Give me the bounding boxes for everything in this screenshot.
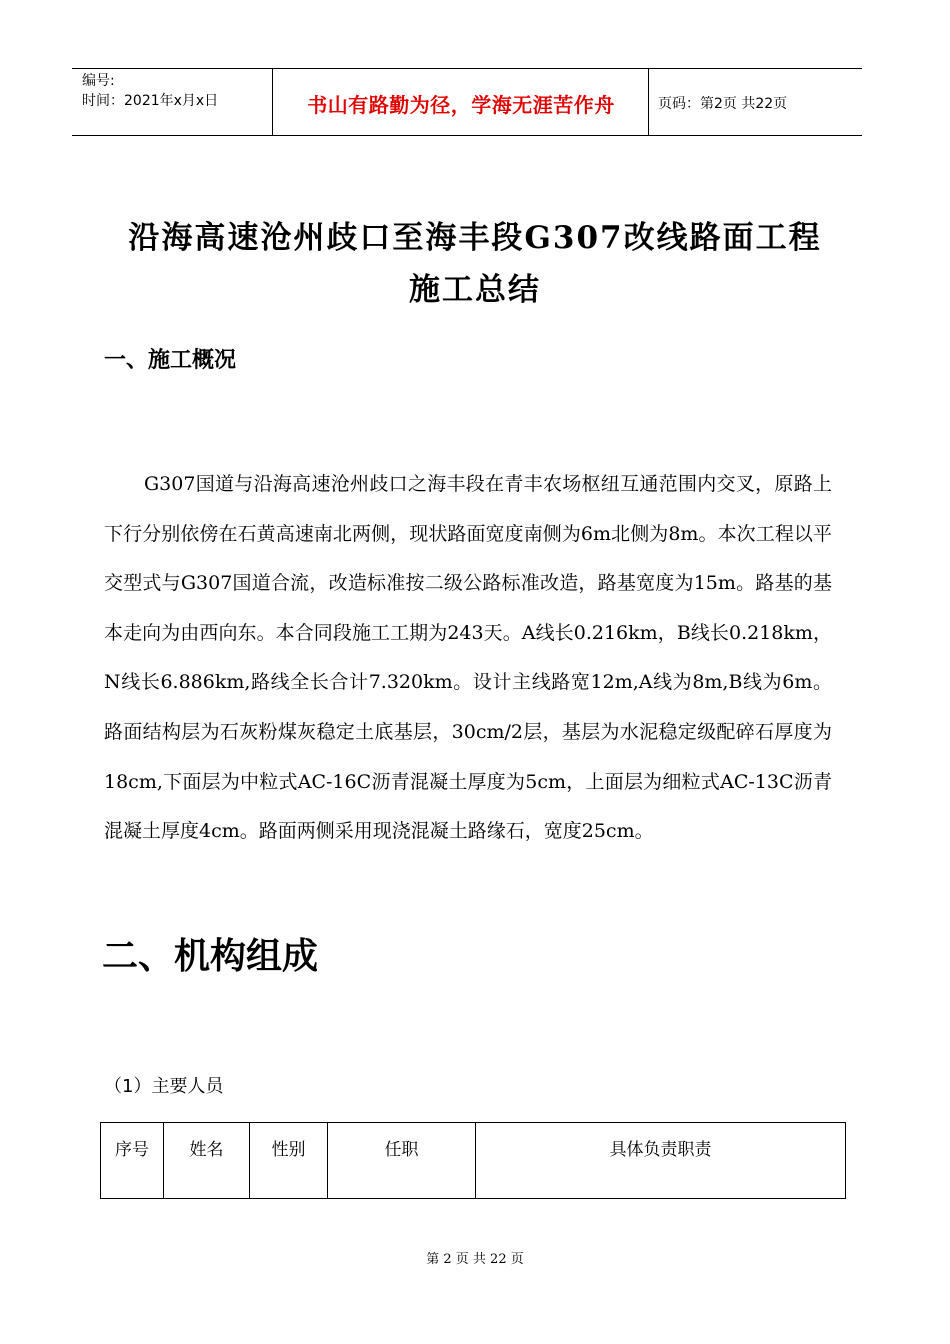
- col-header-duties: 具体负责职责: [476, 1123, 846, 1199]
- section-1-paragraph: G307国道与沿海高速沧州歧口之海丰段在青丰农场枢纽互通范围内交叉，原路上下行分别依傍在石黄高速南北两侧，现状路面宽度南侧为6m北侧为8m。本次工程以平交型式与G307国道合流，改造标准按二级公路标准改造，路基宽度为15m。路基的基本走向为由西向东。本合同段施工工期为243天。A线长0.216km，B线长0.218km， N线长6.886km,路线全长合计7.320km。设计主线路宽12m,A线为8m,B线为6m。路面结构层为石灰粉煤灰稳定土底基层，30cm/2层，基层为水泥稳定级配碎石厚度为18cm,下面层为中粒式AC-16C沥青混凝土厚度为5cm，上面层为细粒式AC-13C沥青混凝土厚度4cm。路面两侧采用现浇混凝土路缘石，宽度25cm。: [104, 473, 832, 843]
- section-1-heading: 一、施工概况: [104, 348, 237, 373]
- header-page-info: 页码：第2页 共22页: [658, 96, 788, 112]
- document-title: [0, 212, 950, 316]
- header-divider-right: [648, 69, 649, 136]
- staff-table: [100, 1122, 846, 1199]
- title-line-1: 沿海高速沧州歧口至海丰段G307改线路面工程: [128, 220, 822, 256]
- header-meta: [82, 71, 218, 111]
- col-header-position: 任职: [328, 1123, 476, 1199]
- doc-date-label: 时间：2021年x月x日: [82, 93, 219, 109]
- staff-table-header-row: [101, 1123, 846, 1199]
- col-header-name: 姓名: [164, 1123, 250, 1199]
- page-footer: 第 2 页 共 22 页: [426, 1252, 524, 1267]
- header-motto: 书山有路勤为径，学海无涯苦作舟: [307, 93, 615, 117]
- col-header-gender: 性别: [250, 1123, 328, 1199]
- section-2-heading: 二、机构组成: [102, 936, 319, 977]
- page-header: [72, 68, 862, 136]
- header-divider-left: [272, 69, 273, 136]
- doc-number-label: 编号:: [82, 73, 115, 89]
- subsection-label: （1）主要人员: [104, 1076, 224, 1097]
- col-header-number: 序号: [101, 1123, 164, 1199]
- title-line-2: 施工总结: [409, 272, 541, 308]
